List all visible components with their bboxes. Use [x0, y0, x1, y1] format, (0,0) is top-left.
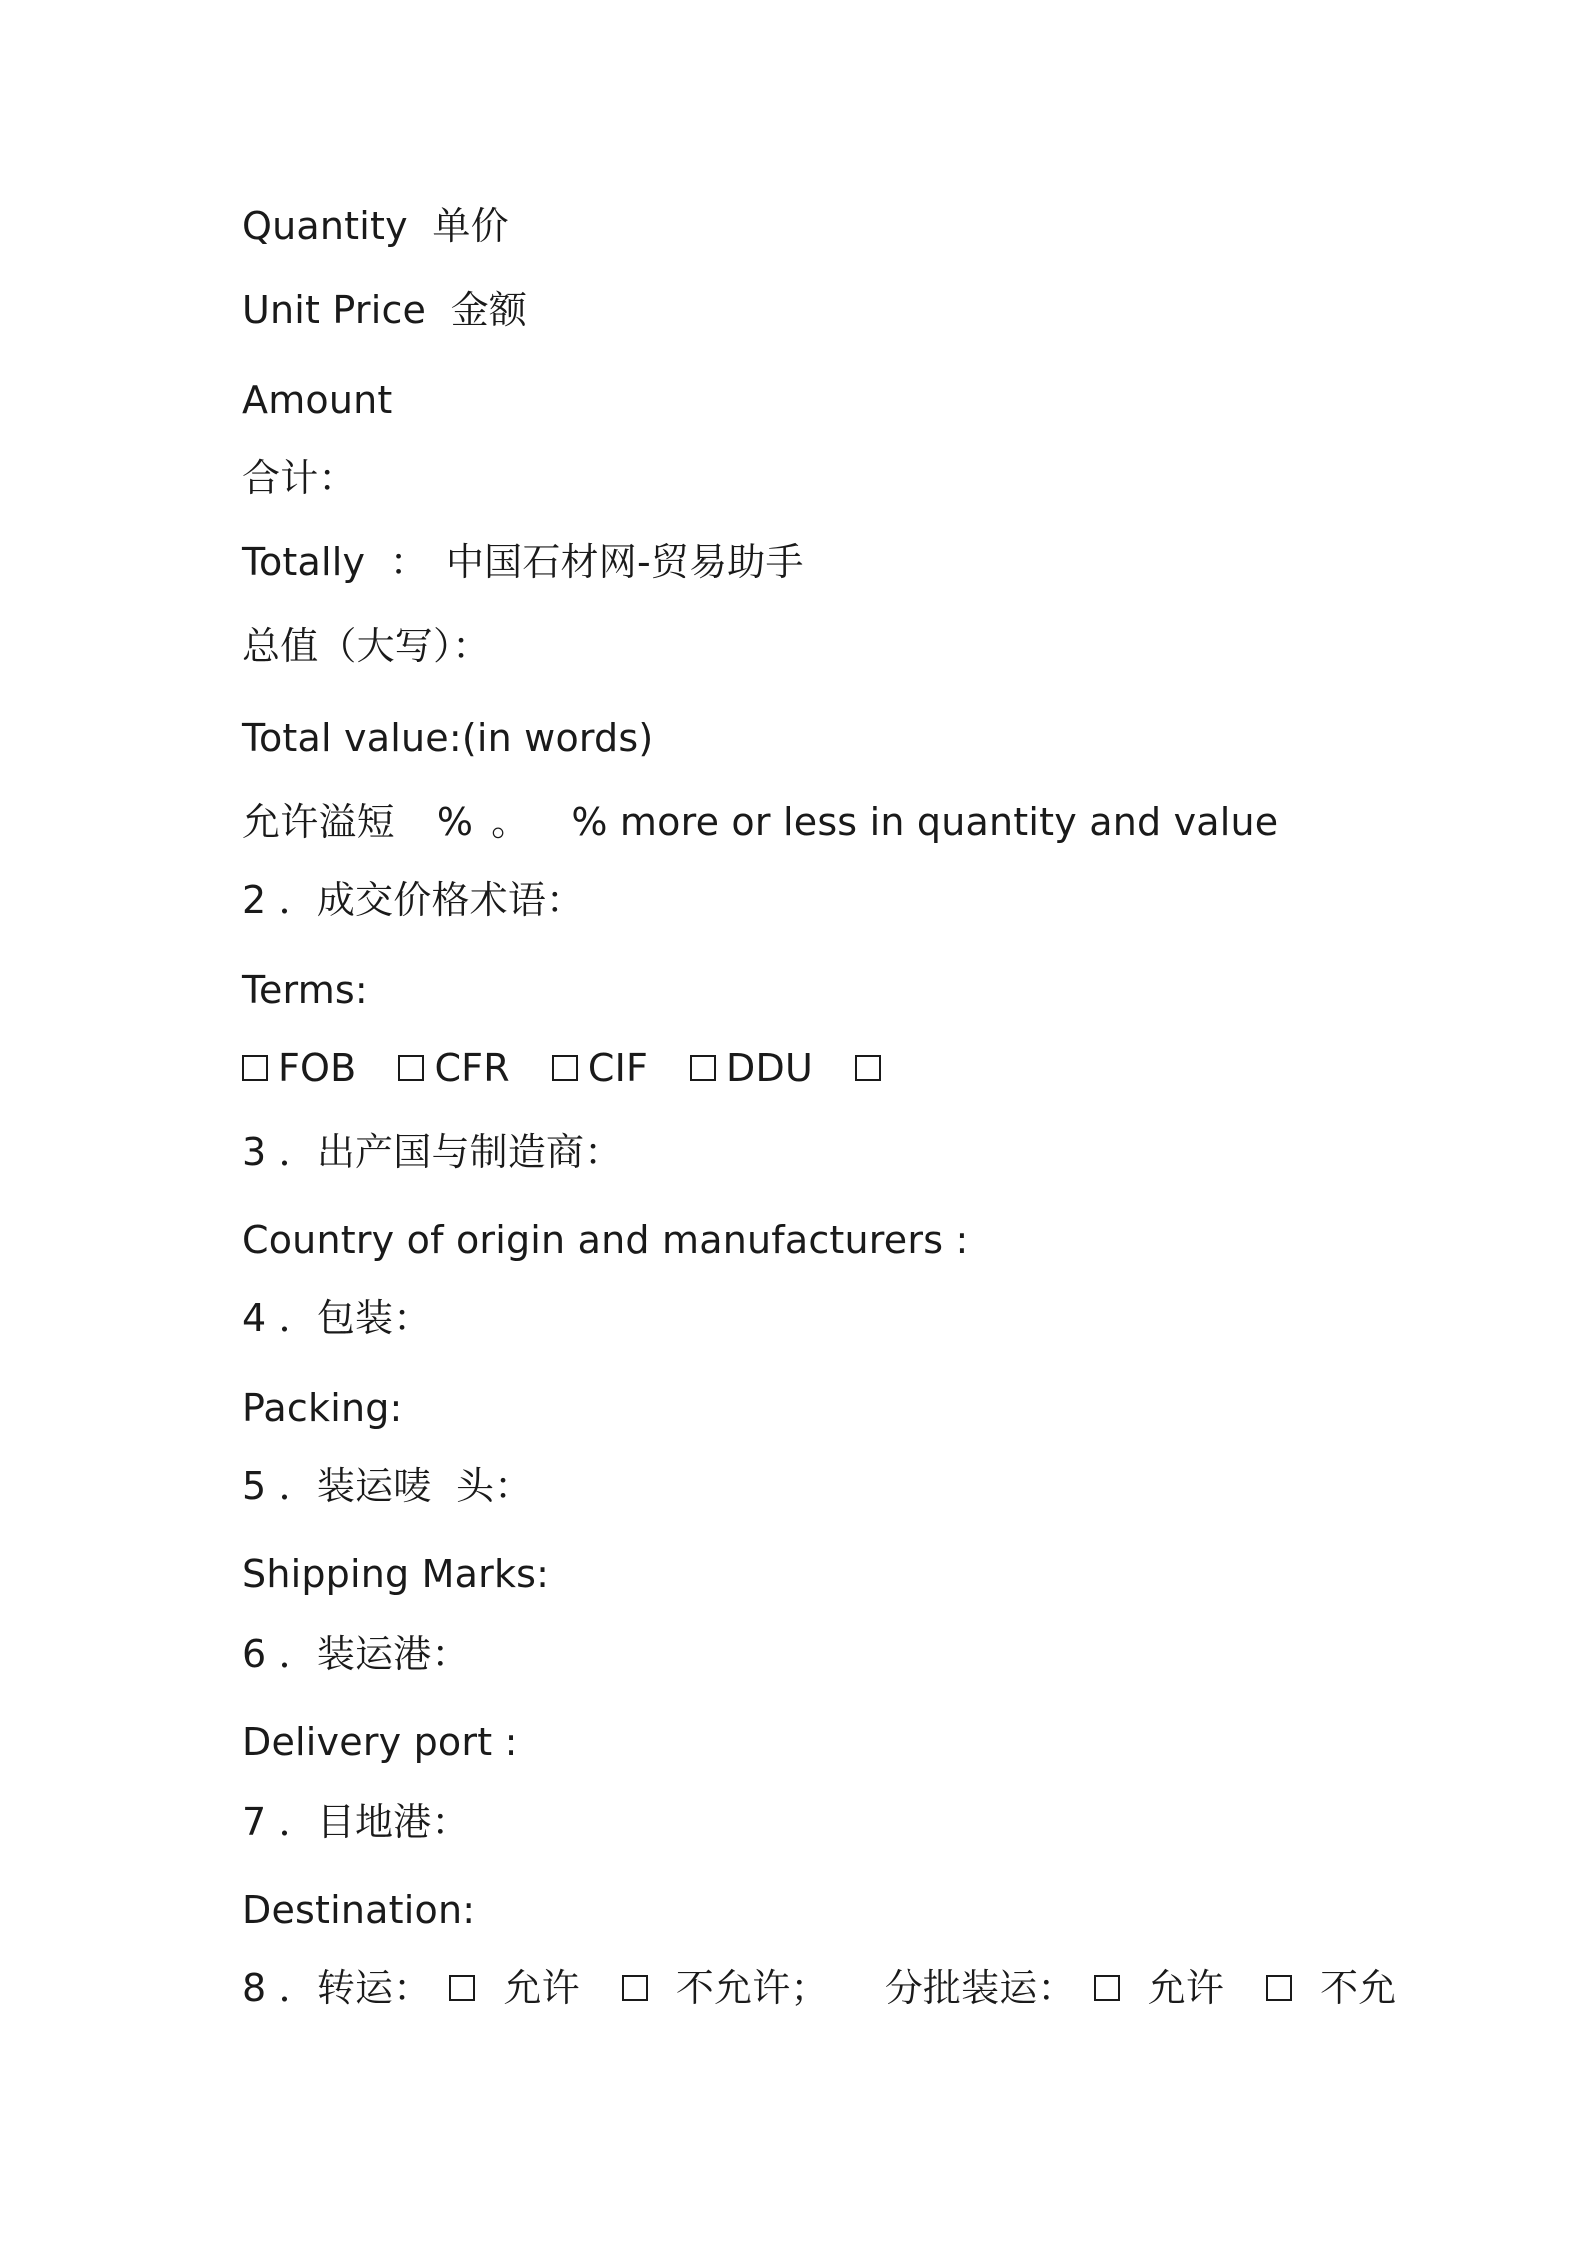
terms-options: [242, 1044, 891, 1092]
shipping-marks-line: Shipping Marks:: [242, 1552, 550, 1596]
terms-option-fob[interactable]: FOB: [242, 1044, 356, 1092]
totally-line: [242, 538, 804, 586]
checkbox-icon[interactable]: [622, 1975, 648, 2001]
unit-price-line: Unit Price 金额: [242, 288, 528, 332]
tolerance-english: % more or less in quantity and value: [571, 800, 1279, 844]
tolerance-prefix: 允许溢短: [242, 800, 395, 844]
totally-label: Totally ：: [242, 540, 428, 584]
tolerance-line: [242, 798, 1278, 846]
item6-delivery-port: 6 ．装运港：: [242, 1632, 470, 1676]
totally-value: 中国石材网-贸易助手: [445, 540, 804, 584]
tolerance-percent: %: [436, 800, 474, 844]
zongzhi-line: 总值（大写）：: [242, 624, 491, 668]
checkbox-icon[interactable]: [398, 1055, 424, 1081]
item4-packing: 4 ．包装：: [242, 1296, 432, 1340]
terms-option-blank[interactable]: [855, 1055, 891, 1081]
item5-shipping-marks: 5 ．装运唛 头：: [242, 1464, 533, 1508]
transshipment-label: 8 ．转运：: [242, 1966, 432, 2010]
item8-transshipment: [242, 1964, 1397, 2012]
country-line: Country of origin and manufacturers :: [242, 1218, 969, 1262]
terms-option-cif[interactable]: CIF: [552, 1044, 648, 1092]
partial-shipment-not-allowed-option[interactable]: 不允: [1266, 1964, 1396, 2012]
quantity-line: Quantity 单价: [242, 204, 509, 248]
transshipment-not-allowed-option[interactable]: 不允许；: [622, 1964, 829, 2012]
total-value-words-line: Total value:(in words): [242, 716, 654, 760]
checkbox-icon[interactable]: [449, 1975, 475, 2001]
item3-origin: 3 ．出产国与制造商：: [242, 1130, 623, 1174]
item2-price-terms: 2 ．成交价格术语：: [242, 878, 585, 922]
checkbox-icon[interactable]: [552, 1055, 578, 1081]
packing-line: Packing:: [242, 1386, 403, 1430]
heji-line: 合计：: [242, 456, 357, 500]
tolerance-dot: 。: [491, 800, 530, 844]
partial-shipment-allowed-option[interactable]: 允许: [1094, 1964, 1224, 2012]
terms-line: Terms:: [242, 968, 368, 1012]
destination-line: Destination:: [242, 1888, 476, 1932]
checkbox-icon[interactable]: [1094, 1975, 1120, 2001]
checkbox-icon[interactable]: [855, 1055, 881, 1081]
transshipment-allowed-option[interactable]: 允许: [449, 1964, 579, 2012]
item7-destination: 7 ．目地港：: [242, 1800, 470, 1844]
delivery-port-line: Delivery port :: [242, 1720, 518, 1764]
amount-line: Amount: [242, 378, 393, 422]
checkbox-icon[interactable]: [690, 1055, 716, 1081]
checkbox-icon[interactable]: [1266, 1975, 1292, 2001]
terms-option-ddu[interactable]: DDU: [690, 1044, 813, 1092]
partial-shipment-label: 分批装运：: [884, 1966, 1076, 2010]
terms-option-cfr[interactable]: CFR: [398, 1044, 509, 1092]
checkbox-icon[interactable]: [242, 1055, 268, 1081]
